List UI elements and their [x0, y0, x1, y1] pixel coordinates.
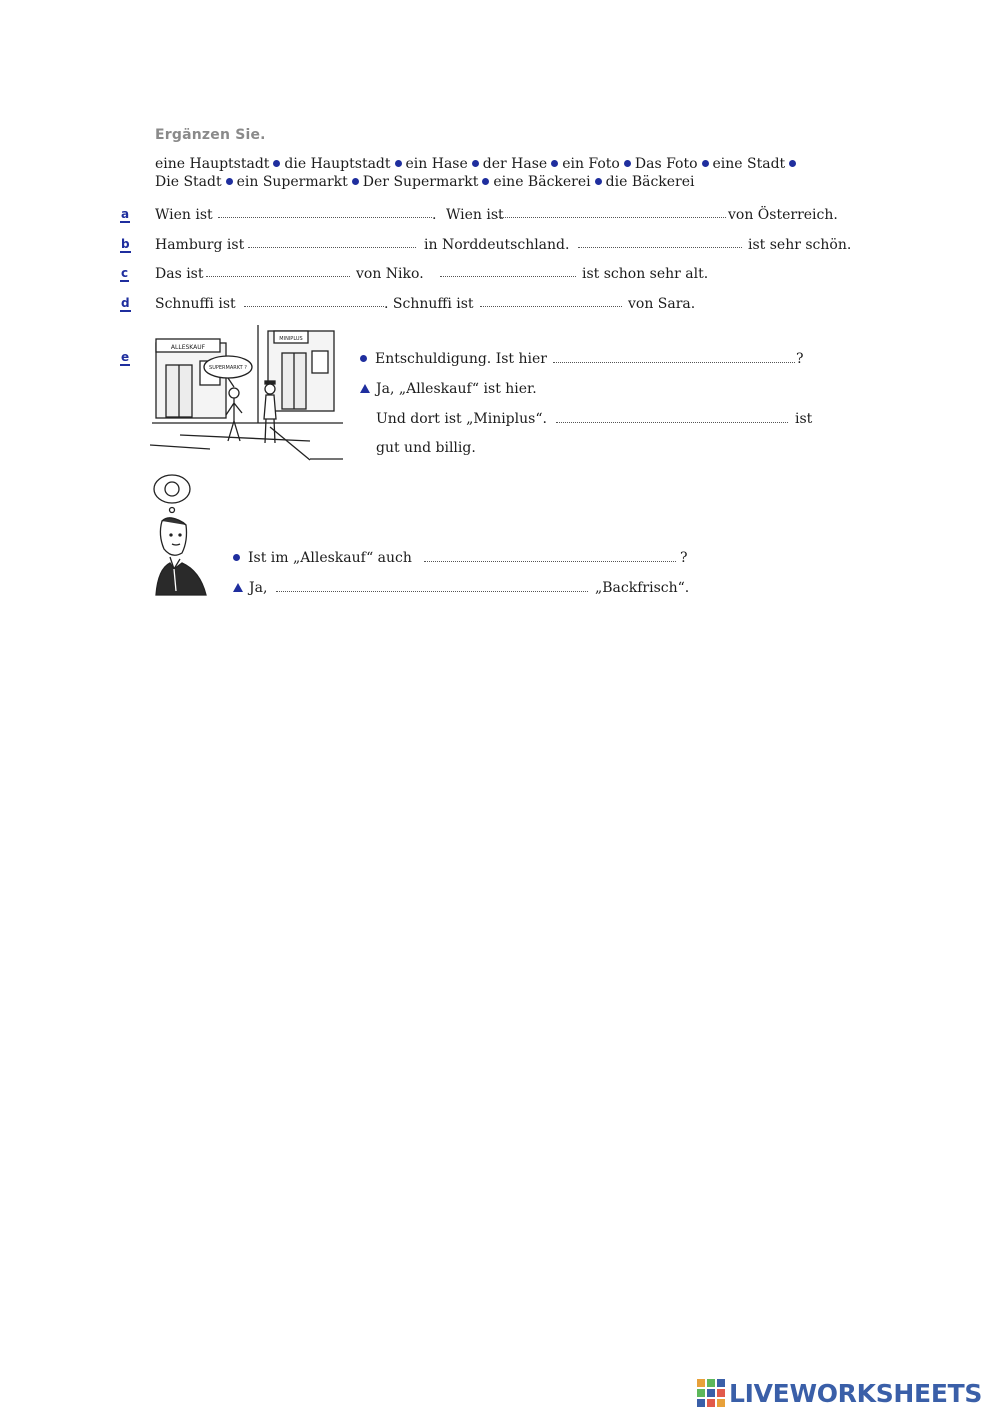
- answer-blank[interactable]: [440, 276, 576, 277]
- dialogue-text: „Backfrisch“.: [595, 580, 690, 596]
- speaker-a-dot-icon: [360, 355, 367, 362]
- item-letter: b: [121, 237, 130, 251]
- logo-text: LIVEWORKSHEETS: [729, 1378, 983, 1408]
- answer-blank[interactable]: [218, 217, 432, 218]
- word-item: Die Stadt: [155, 174, 222, 190]
- speaker-a-dot-icon: [233, 554, 240, 561]
- word-item: der Hase: [482, 156, 548, 172]
- answer-blank[interactable]: [496, 217, 726, 218]
- word-item: ein Supermarkt: [236, 174, 348, 190]
- dialogue-text: Und dort ist „Miniplus“.: [376, 411, 547, 427]
- street-scene-illustration: [150, 323, 345, 463]
- item-text: in Norddeutschland.: [424, 237, 570, 253]
- liveworksheets-logo: [696, 1376, 982, 1410]
- bullet-dot-icon: [551, 160, 558, 167]
- dialogue-text: Entschuldigung. Ist hier: [375, 351, 547, 367]
- dialogue-text: ist: [795, 411, 813, 427]
- item-text: ist schon sehr alt.: [582, 266, 709, 282]
- word-item: die Bäckerei: [605, 174, 695, 190]
- exercise-title: Ergänzen Sie.: [155, 127, 266, 143]
- answer-blank[interactable]: [424, 561, 676, 562]
- bullet-dot-icon: [395, 160, 402, 167]
- answer-blank[interactable]: [556, 422, 788, 423]
- word-item: ein Hase: [405, 156, 468, 172]
- dialogue-text: Ist im „Alleskauf“ auch: [248, 550, 412, 566]
- answer-blank[interactable]: [244, 306, 384, 307]
- dialogue-question-1: [360, 351, 547, 367]
- item-text: Wien ist: [155, 207, 213, 223]
- answer-blank[interactable]: [578, 247, 742, 248]
- item-text: Das ist: [155, 266, 204, 282]
- item-text: von Sara.: [628, 296, 696, 312]
- dialogue-answer-2: [233, 580, 267, 596]
- bullet-dot-icon: [273, 160, 280, 167]
- speaker-b-triangle-icon: [360, 384, 370, 393]
- bullet-dot-icon: [226, 178, 233, 185]
- item-letter: e: [121, 350, 130, 364]
- answer-blank[interactable]: [206, 276, 350, 277]
- bullet-dot-icon: [352, 178, 359, 185]
- item-text: ist sehr schön.: [748, 237, 852, 253]
- answer-blank[interactable]: [480, 306, 622, 307]
- thinking-man-illustration: [150, 473, 212, 597]
- word-item: Der Supermarkt: [362, 174, 479, 190]
- dialogue-text: Ja,: [249, 580, 268, 596]
- dialogue-text: ?: [680, 550, 688, 566]
- speaker-b-triangle-icon: [233, 583, 243, 592]
- dialogue-question-2: [233, 550, 412, 566]
- item-text: Hamburg ist: [155, 237, 245, 253]
- item-text: Wien ist: [446, 207, 504, 223]
- dialogue-text: Ja, „Alleskauf“ ist hier.: [376, 381, 537, 397]
- word-item: die Hauptstadt: [284, 156, 391, 172]
- item-text: .: [432, 207, 437, 223]
- item-text: von Österreich.: [728, 207, 838, 223]
- item-text: von Niko.: [356, 266, 424, 282]
- bullet-dot-icon: [472, 160, 479, 167]
- bullet-dot-icon: [482, 178, 489, 185]
- item-text: Schnuffi ist: [155, 296, 236, 312]
- item-text: . Schnuffi ist: [384, 296, 474, 312]
- answer-blank[interactable]: [553, 362, 795, 363]
- word-item: eine Hauptstadt: [155, 156, 270, 172]
- bullet-dot-icon: [702, 160, 709, 167]
- answer-blank[interactable]: [248, 247, 416, 248]
- word-item: eine Bäckerei: [493, 174, 591, 190]
- item-letter: a: [121, 207, 130, 221]
- word-item: Das Foto: [634, 156, 698, 172]
- dialogue-text: gut und billig.: [376, 440, 476, 456]
- bullet-dot-icon: [789, 160, 796, 167]
- word-bank-line-2: [155, 173, 835, 191]
- word-item: ein Foto: [562, 156, 620, 172]
- word-item: eine Stadt: [712, 156, 786, 172]
- store-sign-alleskauf: ALLESKAUF: [170, 344, 206, 351]
- dialogue-answer-1: [360, 381, 537, 397]
- item-letter: d: [121, 296, 130, 310]
- bullet-dot-icon: [624, 160, 631, 167]
- logo-mark-icon: [696, 1378, 726, 1408]
- dialogue-text: ?: [796, 351, 804, 367]
- word-bank-line-1: [155, 155, 835, 173]
- bullet-dot-icon: [595, 178, 602, 185]
- word-bank: [155, 155, 835, 191]
- speech-bubble-text: SUPERMARKT ?: [209, 365, 247, 371]
- item-letter: c: [121, 266, 129, 280]
- store-sign-miniplus: MINIPLUS: [279, 336, 303, 342]
- answer-blank[interactable]: [276, 591, 588, 592]
